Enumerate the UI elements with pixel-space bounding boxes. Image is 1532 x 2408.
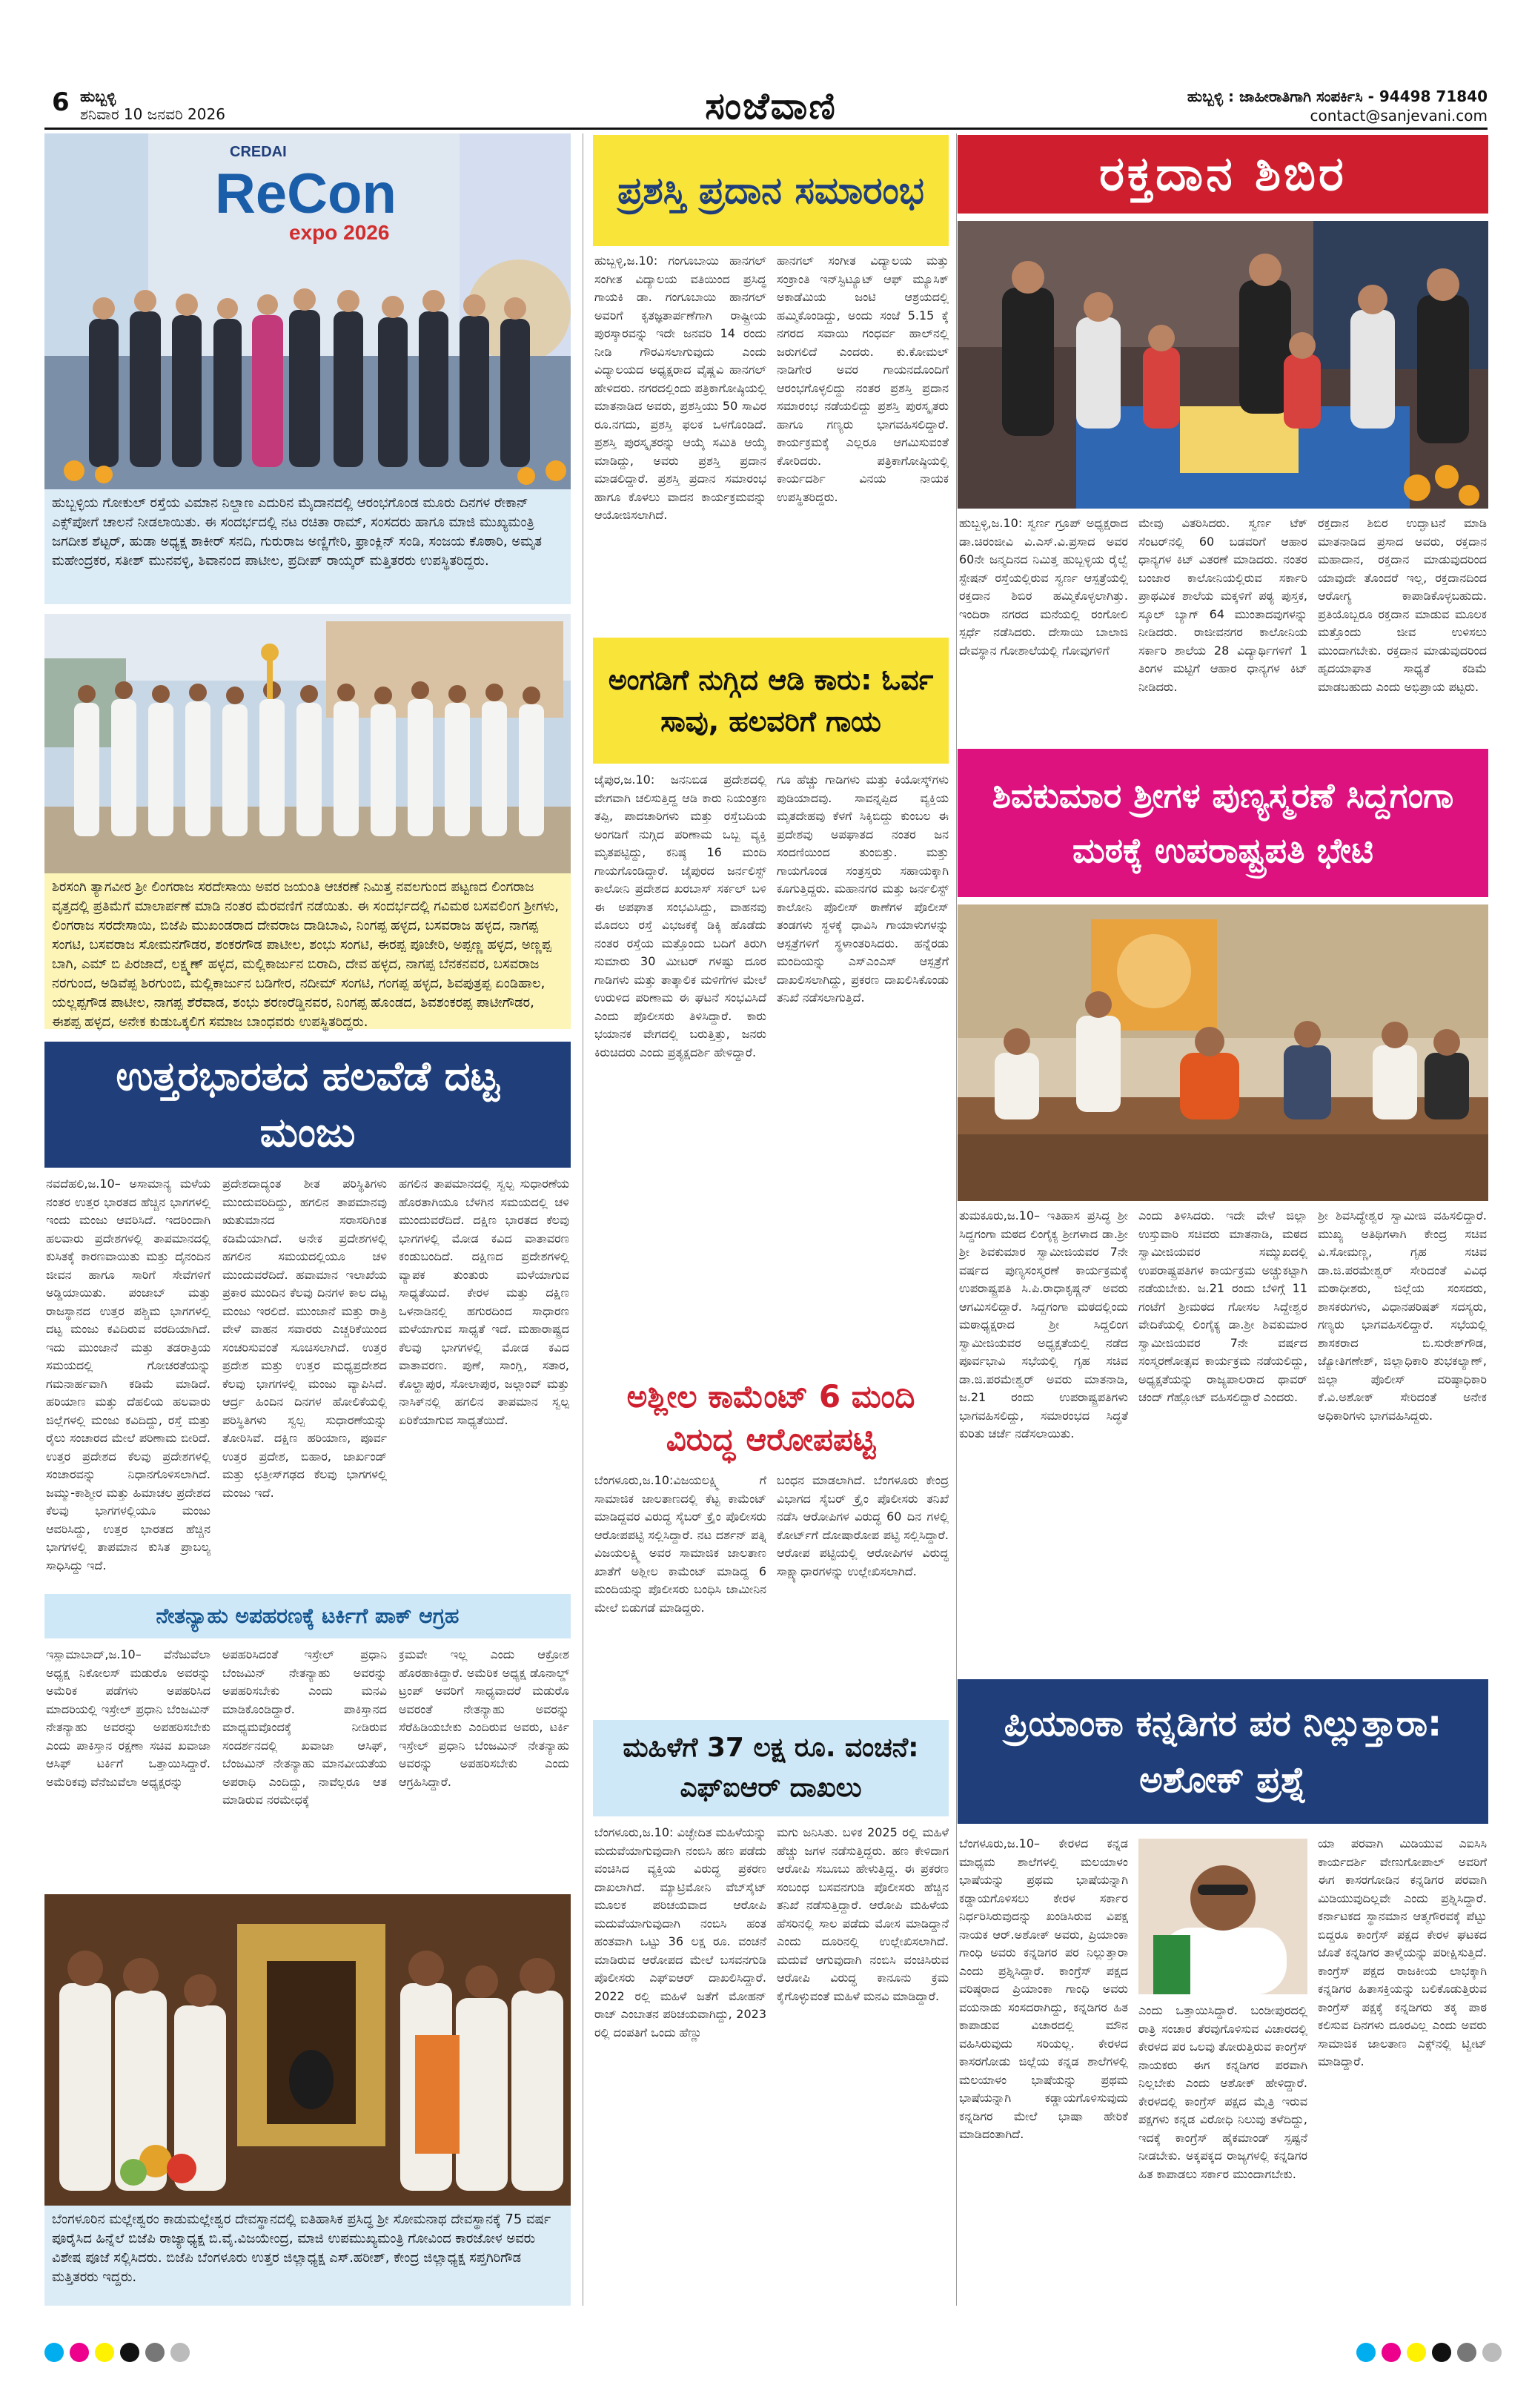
fir-col-1: ಬೆಂಗಳೂರು,ಜ.10:ವಿಜಯಲಕ್ಷ್ಮಿ ಗೆ ಸಾಮಾಜಿಕ ಜಾಲತಾಣದಲ್ಲಿ ಕೆಟ್ಟ ಕಾಮೆಂಟ್ ಮಾಡಿದ್ದವರ ವಿರುದ್ಧ ಸೈಬರ್ ಕ್ರೈಂ ಪೊಲೀಸರು ಆರೋಪಪಟ್ಟಿ ಸಲ್ಲಿಸಿದ್ದಾರೆ. ನಟ ದರ್ಶನ್ ಪತ್ನಿ ವಿಜಯಲಕ್ಷ್ಮಿ ಅವರ ಸಾಮಾಜಿಕ ಜಾಲತಾಣ ಖಾತೆಗೆ ಅಶ್ಲೀಲ ಕಾಮೆಂಟ್ ಮಾಡಿದ್ದ 6 ಮಂದಿಯನ್ನು ಪೊಲೀಸರು ಬಂಧಿಸಿ ಜಾಮೀನಿನ ಮೇಲೆ ಬಿಡುಗಡೆ ಮಾಡಿದ್ದರು. [594,1473,766,1615]
accident-col-1: ಜೈಪುರ,ಜ.10: ಜನನಿಬಿಡ ಪ್ರದೇಶದಲ್ಲಿ ವೇಗವಾಗಿ ಚಲಿಸುತ್ತಿದ್ದ ಆಡಿ ಕಾರು ನಿಯಂತ್ರಣ ತಪ್ಪಿ, ಪಾದಚಾರಿಗಳು ಮತ್ತು ರಸ್ತೆಬದಿಯ ಅಂಗಡಿಗೆ ನುಗ್ಗಿದ ಪರಿಣಾಮ ಒಬ್ಬ ವ್ಯಕ್ತಿ ಮೃತಪಟ್ಟಿದ್ದು, ಕನಿಷ್ಠ 16 ಮಂದಿ ಗಾಯಗೊಂಡಿದ್ದಾರೆ. ಜೈಪುರದ ಜರ್ನಲಿಸ್ಟ್ ಕಾಲೋನಿ ಪ್ರದೇಶದ ಖರಬಾಸ್ ಸರ್ಕಲ್ ಬಳಿ ಈ ಅಪಘಾತ ಸಂಭವಿಸಿದ್ದು, ವಾಹನವು ಮೊದಲು ರಸ್ತೆ ವಿಭಜಕಕ್ಕೆ ಡಿಕ್ಕಿ ಹೊಡೆದು ನಂತರ ರಸ್ತೆಯ ಮತ್ತೊಂದು ಬದಿಗೆ ತಿರುಗಿ ಸುಮಾರು 30 ಮೀಟರ್ ಗಳಷ್ಟು ದೂರ ಗಾಡಿಗಳು ಮತ್ತು ತಾತ್ಕಾಲಿಕ ಮಳಿಗೆಗಳ ಮೇಲೆ ಉರುಳಿದ ಪರಿಣಾಮ ಈ ಘಟನೆ ಸಂಭವಿಸಿದೆ ಎಂದು ಪೊಲೀಸರು ತಿಳಿಸಿದ್ದಾರೆ. ಕಾರು ಭಯಾನಕ ವೇಗದಲ್ಲಿ ಬರುತ್ತಿತ್ತು, ಜನರು ಕಿರುಚಿದರು ಎಂದು ಪ್ರತ್ಯಕ್ಷದರ್ಶಿ ಹೇಳಿದ್ದಾರೆ. [594,773,766,1059]
siddaganga-col-1: ತುಮಕೂರು,ಜ.10– ಇತಿಹಾಸ ಪ್ರಸಿದ್ಧ ಶ್ರೀ ಸಿದ್ದಗಂಗಾ ಮಠದ ಲಿಂಗೈಕ್ಯ ಶ್ರೀಗಳಾದ ಡಾ.ಶ್ರೀ ಶ್ರೀ ಶಿವಕುಮಾರ ಸ್ವಾಮೀಜಿಯವರ 7ನೇ ವರ್ಷದ ಪುಣ್ಯಸಂಸ್ಮರಣೆ ಕಾರ್ಯಕ್ರಮಕ್ಕೆ ಉಪರಾಷ್ಟ್ರಪತಿ ಸಿ.ಪಿ.ರಾಧಾಕೃಷ್ಣನ್ ಅವರು ಆಗಮಿಸಲಿದ್ದಾರೆ. ಸಿದ್ದಗಂಗಾ ಮಠದಲ್ಲಿಂದು ಮಠಾಧ್ಯಕ್ಷರಾದ ಶ್ರೀ ಸಿದ್ದಲಿಂಗ ಸ್ವಾಮೀಜಿಯವರ ಅಧ್ಯಕ್ಷತೆಯಲ್ಲಿ ನಡೆದ ಪೂರ್ವಭಾವಿ ಸಭೆಯಲ್ಲಿ ಗೃಹ ಸಚಿವ ಡಾ.ಜಿ.ಪರಮೇಶ್ವರ್ ಅವರು ಮಾತನಾಡಿ, ಜ.21 ರಂದು ಉಪರಾಷ್ಟ್ರಪತಿಗಳು ಭಾಗವಹಿಸಲಿದ್ದು, ಸಮಾರಂಭದ ಸಿದ್ಧತೆ ಕುರಿತು ಚರ್ಚೆ ನಡೆಸಲಾಯಿತು. [959,1208,1128,1440]
coldwave-col-1: ನವದೆಹಲಿ,ಜ.10– ಅಸಾಮಾನ್ಯ ಮಳೆಯ ನಂತರ ಉತ್ತರ ಭಾರತದ ಹೆಚ್ಚಿನ ಭಾಗಗಳಲ್ಲಿ ಇಂದು ಮಂಜು ಆವರಿಸಿದೆ. ಇದರಿಂದಾಗಿ ಹಲವಾರು ಪ್ರದೇಶಗಳಲ್ಲಿ ತಾಪಮಾನದಲ್ಲಿ ಕುಸಿತಕ್ಕೆ ಕಾರಣವಾಯಿತು ಮತ್ತು ದೈನಂದಿನ ಜೀವನ ಹಾಗೂ ಸಾರಿಗೆ ಸೇವೆಗಳಿಗೆ ಅಡ್ಡಿಯಾಯಿತು. ಪಂಜಾಬ್ ಮತ್ತು ರಾಜಸ್ಥಾನದ ಉತ್ತರ ಪಶ್ಚಿಮ ಭಾಗಗಳಲ್ಲಿ ದಟ್ಟ ಮಂಜು ಕವಿದಿರುವ ವರದಿಯಾಗಿದೆ. ಇದು ಮುಂಜಾನೆ ಮತ್ತು ತಡರಾತ್ರಿಯ ಸಮಯದಲ್ಲಿ ಗೋಚರತೆಯನ್ನು ಗಮನಾರ್ಹವಾಗಿ ಕಡಿಮೆ ಮಾಡಿದೆ. ಹರಿಯಾಣ ಮತ್ತು ದೆಹಲಿಯ ಹಲವಾರು ಜಿಲ್ಲೆಗಳಲ್ಲಿ ಮಂಜು ಕವಿದಿದ್ದು, ರಸ್ತೆ ಮತ್ತು ರೈಲು ಸಂಚಾರದ ಮೇಲೆ ಪರಿಣಾಮ ಬೀರಿದೆ. ಉತ್ತರ ಪ್ರದೇಶದ ಕೆಲವು ಪ್ರದೇಶಗಳಲ್ಲಿ ಸಂಚಾರವನ್ನು ನಿಧಾನಗೊಳಿಸಲಾಗಿದೆ. ಜಮ್ಮು-ಕಾಶ್ಮೀರ ಮತ್ತು ಹಿಮಾಚಲ ಪ್ರದೇಶದ ಕೆಲವು ಭಾಗಗಳಲ್ಲಿಯೂ ಮಂಜು ಆವರಿಸಿದ್ದು, ಉತ್ತರ ಭಾರತದ ಹೆಚ್ಚಿನ ಭಾಗಗಳಲ್ಲಿ ತಾಪಮಾನ ಕುಸಿತ ಪ್ರಾಬಲ್ಯ ಸಾಧಿಸಿದ್ದು ಇದೆ. [46,1177,210,1572]
ad-contact: ಹುಬ್ಬಳ್ಳಿ : ಜಾಹೀರಾತಿಗಾಗಿ ಸಂಪರ್ಕಿಸಿ - 94498 71840 [1187,87,1488,105]
column-divider-2 [956,133,957,2306]
banner-title: ReCon [215,162,397,225]
netanyahu-col-2: ಅಪಹರಿಸಿದಂತೆ ಇಸ್ರೇಲ್ ಪ್ರಧಾನಿ ಬೆಂಜಮಿನ್ ನೇತನ್ಯಾಹು ಅವರನ್ನು ಅಪಹರಿಸಬೇಕು ಎಂದು ಮನವಿ ಮಾಡಿಕೊಂಡಿದ್ದಾರೆ. ಪಾಕಿಸ್ತಾನದ ಮಾಧ್ಯಮವೊಂದಕ್ಕೆ ನೀಡಿರುವ ಸಂದರ್ಶನದಲ್ಲಿ ಖವಾಜಾ ಆಸಿಫ್, ಬೆಂಜಮಿನ್ ನೇತನ್ಯಾಹು ಮಾನವೀಯತೆಯ ಅಪರಾಧಿ ಎಂದಿದ್ದು, ನಾವೆಲ್ಲರೂ ಆತ ಮಾಡಿರುವ ನರಮೇಧಕ್ಕೆ [222,1647,387,1807]
ashok-portrait-photo [1138,1839,1307,1994]
recon-caption: ಹುಬ್ಬಳ್ಳಿಯ ಗೋಕುಲ್ ರಸ್ತೆಯ ವಿಮಾನ ನಿಲ್ದಾಣ ಎದುರಿನ ಮೈದಾನದಲ್ಲಿ ಆರಂಭಗೊಂಡ ಮೂರು ದಿನಗಳ ರೇಕಾನ್ ಎಕ್ಸ್‌ಪೋಗೆ ಚಾಲನೆ ನೀಡಲಾಯಿತು. ಈ ಸಂದರ್ಭದಲ್ಲಿ ನಟ ರಚಿತಾ ರಾಮ್, ಸಂಸದರು ಹಾಗೂ ಮಾಜಿ ಮುಖ್ಯಮಂತ್ರಿ ಜಗದೀಶ ಶೆಟ್ಟರ್, ಹುಡಾ ಅಧ್ಯಕ್ಷ ಶಾಕೀರ್ ಸನದಿ, ಗುರುರಾಜ ಅಣ್ಣಿಗೇರಿ, ಫ್ರಾಂಕ್ಲಿನ್ ಸಂಡಿ, ಸಂಜಯ ಕೊಠಾರಿ, ಅಮೃತ ಮಹೇಂದ್ರಕರ, ಸತೀಶ್ ಮುನವಳ್ಳಿ, ಶಿವಾನಂದ ಪಾಟೀಲ, ಪ್ರದೀಪ್ ರಾಯ್ಕರ್ ಮತ್ತಿತರರು ಉಪಸ್ಥಿತರಿದ್ದರು. [44,489,571,604]
accident-col-2: ಗೂ ಹೆಚ್ಚು ಗಾಡಿಗಳು ಮತ್ತು ಕಿಯೋಸ್ಕ್‌ಗಳು ಪುಡಿಯಾದವು. ಸಾವನ್ನಪ್ಪಿದ ವ್ಯಕ್ತಿಯ ಮೃತದೇಹವು ಕೆಳಗೆ ಸಿಕ್ಕಿಬಿದ್ದು ಕುಂಬಲ ಈ ಪ್ರದೇಶವು ಅಪಘಾತದ ನಂತರ ಜನ ಸಂದಣಿಯಿಂದ ತುಂಬಿತ್ತು. ಮತ್ತು ಗಾಯಗೊಂಡ ಸಂತ್ರಸ್ತರು ಸಹಾಯಕ್ಕಾಗಿ ಕೂಗುತ್ತಿದ್ದರು. ಮಹಾನಗರ ಮತ್ತು ಜರ್ನಲಿಸ್ಟ್ ಕಾಲೋನಿ ಪೊಲೀಸ್ ಠಾಣೆಗಳ ಪೊಲೀಸ್ ತಂಡಗಳು ಸ್ಥಳಕ್ಕೆ ಧಾವಿಸಿ ಗಾಯಾಳುಗಳನ್ನು ಆಸ್ಪತ್ರೆಗಳಿಗೆ ಸ್ಥಳಾಂತರಿಸಿದರು. ಹನ್ನೆರಡು ಮಂದಿಯನ್ನು ಎಸ್‌ಎಂಎಸ್ ಆಸ್ಪತ್ರೆಗೆ ದಾಖಲಿಸಲಾಗಿದ್ದು, ಪ್ರಕರಣ ದಾಖಲಿಸಿಕೊಂಡು ತನಿಖೆ ನಡೆಸಲಾಗುತ್ತಿದೆ. [777,773,949,1005]
fraud-col-2: ಮಗು ಜನಿಸಿತು. ಬಳಿಕ 2025 ರಲ್ಲಿ ಮಹಿಳೆ ಹೆಚ್ಚು ಜಗಳ ನಡೆಸುತ್ತಿದ್ದರು. ಹಣ ಕೇಳಿದಾಗ ಆರೋಪಿ ಸಬೂಬು ಹೇಳುತ್ತಿದ್ದ. ಈ ಪ್ರಕರಣ ಸಂಬಂಧ ಬಸವನಗುಡಿ ಪೊಲೀಸರು ಹೆಚ್ಚಿನ ತನಿಖೆ ನಡೆಸುತ್ತಿದ್ದಾರೆ. ಆರೋಪಿ ಮಹಿಳೆಯ ಹೆಸರಿನಲ್ಲಿ ಸಾಲ ಪಡೆದು ಮೋಸ ಮಾಡಿದ್ದಾನೆ ಎಂದು ದೂರಿನಲ್ಲಿ ಉಲ್ಲೇಖಿಸಲಾಗಿದೆ. ಮದುವೆ ಆಗುವುದಾಗಿ ನಂಬಿಸಿ ವಂಚಿಸಿರುವ ಆರೋಪಿ ವಿರುದ್ಧ ಕಾನೂನು ಕ್ರಮ ಕೈಗೊಳ್ಳುವಂತೆ ಮಹಿಳೆ ಮನವಿ ಮಾಡಿದ್ದಾರೆ. [777,1825,949,2003]
header-divider [44,128,1488,130]
netanyahu-col-3: ಕ್ರಮವೇ ಇಲ್ಲ ಎಂದು ಆಕ್ರೋಶ ಹೊರಹಾಕಿದ್ದಾರೆ. ಅಮೆರಿಕ ಅಧ್ಯಕ್ಷ ಡೊನಾಲ್ಡ್ ಟ್ರಂಪ್ ಅವರಿಗೆ ಸಾಧ್ಯವಾದರೆ ಮಡುರೊ ಅವರಂತೆ ನೇತನ್ಯಾಹು ಅವರನ್ನು ಸೆರೆಹಿಡಿಯಬೇಕು ಎಂದಿರುವ ಅವರು, ಟರ್ಕಿ ಇಸ್ರೇಲ್ ಪ್ರಧಾನಿ ಬೆಂಜಮಿನ್ ನೇತನ್ಯಾಹು ಅವರನ್ನು ಅಪಹರಿಸಬೇಕು ಎಂದು ಆಗ್ರಹಿಸಿದ್ದಾರೆ. [399,1647,569,1789]
priyanka-headline: ಪ್ರಿಯಾಂಕಾ ಕನ್ನಡಿಗರ ಪರ ನಿಲ್ಲುತ್ತಾರಾ: ಅಶೋಕ್ ಪ್ರಶ್ನೆ [958,1679,1488,1824]
siddaganga-col-2: ಎಂದು ತಿಳಿಸಿದರು. ಇದೇ ವೇಳೆ ಜಿಲ್ಲಾ ಉಸ್ತುವಾರಿ ಸಚಿವರು ಮಾತನಾಡಿ, ಮಠದ ಸ್ವಾಮೀಜಿಯವರ ಸಮ್ಮುಖದಲ್ಲಿ ಉಪರಾಷ್ಟ್ರಪತಿಗಳ ಕಾರ್ಯಕ್ರಮ ಅಚ್ಚುಕಟ್ಟಾಗಿ ನಡೆಯಬೇಕು. ಜ.21 ರಂದು ಬೆಳಿಗ್ಗೆ 11 ಗಂಟೆಗೆ ಶ್ರೀಮಠದ ಗೋಸಲ ಸಿದ್ದೇಶ್ವರ ವೇದಿಕೆಯಲ್ಲಿ ಲಿಂಗೈಕ್ಯ ಡಾ.ಶ್ರೀ ಶಿವಕುಮಾರ ಸ್ವಾಮೀಜಿಯವರ 7ನೇ ವರ್ಷದ ಸಂಸ್ಮರಣೋತ್ಸವ ಕಾರ್ಯಕ್ರಮ ನಡೆಯಲಿದ್ದು, ಅಧ್ಯಕ್ಷತೆಯನ್ನು ರಾಜ್ಯಪಾಲರಾದ ಥಾವರ್ ಚಂದ್ ಗೆಹ್ಲೋಟ್ ವಹಿಸಲಿದ್ದಾರೆ ಎಂದರು. [1138,1208,1307,1404]
netanyahu-col-1: ಇಸ್ಲಾಮಾಬಾದ್,ಜ.10– ವೆನೆಜುವೆಲಾ ಅಧ್ಯಕ್ಷ ನಿಕೋಲಸ್ ಮಡುರೊ ಅವರನ್ನು ಅಮೆರಿಕ ಪಡೆಗಳು ಅಪಹರಿಸಿದ ಮಾದರಿಯಲ್ಲಿ ಇಸ್ರೇಲ್ ಪ್ರಧಾನಿ ಬೆಂಜಮಿನ್ ನೇತನ್ಯಾಹು ಅವರನ್ನು ಅಪಹರಿಸಬೇಕು ಎಂದು ಪಾಕಿಸ್ತಾನ ರಕ್ಷಣಾ ಸಚಿವ ಖವಾಜಾ ಆಸಿಫ್ ಟರ್ಕಿಗೆ ಒತ್ತಾಯಿಸಿದ್ದಾರೆ. ಅಮೆರಿಕವು ವೆನೆಜುವೆಲಾ ಅಧ್ಯಕ್ಷರನ್ನು [46,1647,210,1789]
coldwave-col-3: ಹಗಲಿನ ತಾಪಮಾನದಲ್ಲಿ ಸ್ವಲ್ಪ ಸುಧಾರಣೆಯ ಹೊರತಾಗಿಯೂ ಬೆಳಗಿನ ಸಮಯದಲ್ಲಿ ಚಳಿ ಮುಂದುವರೆದಿದೆ. ದಕ್ಷಿಣ ಭಾರತದ ಕೆಲವು ಭಾಗಗಳಲ್ಲಿ ಮೋಡ ಕವಿದ ವಾತಾವರಣ ಕಂಡುಬಂದಿದೆ. ದಕ್ಷಿಣದ ಪ್ರದೇಶಗಳಲ್ಲಿ ವ್ಯಾಪಕ ತುಂತುರು ಮಳೆಯಾಗುವ ಸಾಧ್ಯತೆಯಿದೆ. ಕೇರಳ ಮತ್ತು ದಕ್ಷಿಣ ಒಳನಾಡಿನಲ್ಲಿ ಹಗುರದಿಂದ ಸಾಧಾರಣ ಮಳೆಯಾಗುವ ಸಾಧ್ಯತೆ ಇದೆ. ಮಹಾರಾಷ್ಟ್ರದ ಕೆಲವು ಭಾಗಗಳಲ್ಲಿ ಮೋಡ ಕವಿದ ವಾತಾವರಣ. ಪುಣೆ, ಸಾಂಗ್ಲಿ, ಸತಾರ, ಕೊಲ್ಹಾಪುರ, ಸೋಲಾಪುರ, ಜಲ್ಗಾಂವ್ ಮತ್ತು ನಾಸಿಕ್‌ನಲ್ಲಿ ಹಗಲಿನ ತಾಪಮಾನ ಸ್ವಲ್ಪ ಏರಿಕೆಯಾಗುವ ಸಾಧ್ಯತೆಯಿದೆ. [399,1177,569,1427]
blood-col-3: ರಕ್ತದಾನ ಶಿಬಿರ ಉದ್ಘಾಟನೆ ಮಾಡಿ ಮಾತನಾಡಿದ ಪ್ರಸಾದ ಅವರು, ರಕ್ತದಾನ ಮಹಾದಾನ, ರಕ್ತದಾನ ಮಾಡುವುದರಿಂದ ಯಾವುದೇ ತೊಂದರೆ ಇಲ್ಲ, ರಕ್ತದಾನದಿಂದ ಆರೋಗ್ಯ ಕಾಪಾಡಿಕೊಳ್ಳಬಹುದು. ಪ್ರತಿಯೊಬ್ಬರೂ ರಕ್ತದಾನ ಮಾಡುವ ಮೂಲಕ ಮತ್ತೊಂದು ಜೀವ ಉಳಿಸಲು ಮುಂದಾಗಬೇಕು. ರಕ್ತದಾನ ಮಾಡುವುದರಿಂದ ಹೃದಯಾಘಾತ ಸಾಧ್ಯತೆ ಕಡಿಮೆ ಮಾಡಬಹುದು ಎಂದು ಅಭಿಪ್ರಾಯ ಪಟ್ಟರು. [1318,516,1487,694]
header-date: ಶನಿವಾರ 10 ಜನವರಿ 2026 [80,105,225,123]
siddaganga-headline: ಶಿವಕುಮಾರ ಶ್ರೀಗಳ ಪುಣ್ಯಸ್ಮರಣೆ ಸಿದ್ದಗಂಗಾ ಮಠಕ್ಕೆ ಉಪರಾಷ್ಟ್ರಪತಿ ಭೇಟಿ [958,749,1488,897]
award-headline: ಪ್ರಶಸ್ತಿ ಪ್ರದಾನ ಸಮಾರಂಭ [593,135,949,246]
siddaganga-meeting-photo [958,904,1488,1201]
temple-puja-photo [44,1894,571,2206]
recon-expo-photo [44,133,571,489]
priyanka-col-1: ಬೆಂಗಳೂರು,ಜ.10– ಕೇರಳದ ಕನ್ನಡ ಮಾಧ್ಯಮ ಶಾಲೆಗಳಲ್ಲಿ ಮಲಯಾಳಂ ಭಾಷೆಯನ್ನು ಪ್ರಥಮ ಭಾಷೆಯನ್ನಾಗಿ ಕಡ್ಡಾಯಗೊಳಿಸಲು ಕೇರಳ ಸರ್ಕಾರ ನಿರ್ಧರಿಸಿರುವುದನ್ನು ಖಂಡಿಸಿರುವ ವಿಪಕ್ಷ ನಾಯಕ ಆರ್.ಅಶೋಕ್ ಅವರು, ಪ್ರಿಯಾಂಕಾ ಗಾಂಧಿ ಅವರು ಕನ್ನಡಿಗರ ಪರ ನಿಲ್ಲುತ್ತಾರಾ ಎಂದು ಪ್ರಶ್ನಿಸಿದ್ದಾರೆ. ಕಾಂಗ್ರೆಸ್ ಪಕ್ಷದ ವರಿಷ್ಠರಾದ ಪ್ರಿಯಾಂಕಾ ಗಾಂಧಿ ಅವರು ವಯನಾಡು ಸಂಸದರಾಗಿದ್ದು, ಕನ್ನಡಿಗರ ಹಿತ ಕಾಪಾಡುವ ವಿಚಾರದಲ್ಲಿ ಮೌನ ವಹಿಸಿರುವುದು ಸರಿಯಲ್ಲ. ಕೇರಳದ ಕಾಸರಗೋಡು ಜಿಲ್ಲೆಯ ಕನ್ನಡ ಶಾಲೆಗಳಲ್ಲಿ ಮಲಯಾಳಂ ಭಾಷೆಯನ್ನು ಪ್ರಥಮ ಭಾಷೆಯನ್ನಾಗಿ ಕಡ್ಡಾಯಗೊಳಿಸುವುದು ಕನ್ನಡಿಗರ ಮೇಲೆ ಭಾಷಾ ಹೇರಿಕೆ ಮಾಡಿದಂತಾಗಿದೆ. [959,1836,1128,2141]
blood-col-2: ಮೇವು ವಿತರಿಸಿದರು. ಸ್ವರ್ಣ ಟೆಕ್ ಸೆಂಟರ್‌ನಲ್ಲಿ 60 ಬಡವರಿಗೆ ಆಹಾರ ಧಾನ್ಯಗಳ ಕಿಟ್ ವಿತರಣೆ ಮಾಡಿದರು. ನಂತರ ಬಂಜಾರ ಕಾಲೋನಿಯಲ್ಲಿರುವ ಸರ್ಕಾರಿ ಪ್ರಾಥಮಿಕ ಶಾಲೆಯ ಮಕ್ಕಳಿಗೆ ಪಠ್ಯ ಪುಸ್ತಕ, ಸ್ಕೂಲ್ ಬ್ಯಾಗ್ 64 ಮುಂತಾದವುಗಳನ್ನು ನೀಡಿದರು. ರಾಜೀವನಗರ ಕಾಲೋನಿಯ ಸರ್ಕಾರಿ ಶಾಲೆಯ 28 ವಿದ್ಯಾರ್ಥಿಗಳಿಗೆ 1 ತಿಂಗಳ ಮಟ್ಟಿಗೆ ಆಹಾರ ಧಾನ್ಯಗಳ ಕಿಟ್ ನೀಡಿದರು. [1138,516,1307,694]
page-number: 6 [52,87,70,117]
netanyahu-headline: ನೇತನ್ಯಾಹು ಅಪಹರಣಕ್ಕೆ ಟರ್ಕಿಗೆ ಪಾಕ್ ಆಗ್ರಹ [44,1594,571,1638]
fraud-headline: ಮಹಿಳೆಗೆ 37 ಲಕ್ಷ ರೂ. ವಂಚನೆ: ಎಫ್‌ಐಆರ್ ದಾಖಲು [593,1720,949,1816]
contact-email[interactable]: contact@sanjevani.com [1310,107,1488,125]
banner-subtitle: expo 2026 [289,221,390,244]
fir-col-2: ಬಂಧನ ಮಾಡಲಾಗಿದೆ. ಬೆಂಗಳೂರು ಕೇಂದ್ರ ವಿಭಾಗದ ಸೈಬರ್ ಕ್ರೈಂ ಪೊಲೀಸರು ತನಿಖೆ ನಡೆಸಿ ಆರೋಪಿಗಳ ವಿರುದ್ಧ 60 ದಿನ ಗಳಲ್ಲಿ ಕೋರ್ಟ್‌ಗೆ ದೋಷಾರೋಪ ಪಟ್ಟಿ ಸಲ್ಲಿಸಿದ್ದಾರೆ. ಆರೋಪ ಪಟ್ಟಿಯಲ್ಲಿ ಆರೋಪಿಗಳ ವಿರುದ್ಧ ಸಾಕ್ಷ್ಯಾಧಾರಗಳನ್ನು ಉಲ್ಲೇಖಿಸಲಾಗಿದೆ. [777,1473,949,1578]
blood-headline: ರಕ್ತದಾನ ಶಿಬಿರ [958,135,1488,214]
procession-photo [44,614,571,873]
temple-puja-caption: ಬೆಂಗಳೂರಿನ ಮಲ್ಲೇಶ್ವರಂ ಕಾಡುಮಲ್ಲೇಶ್ವರ ದೇವಸ್ಥಾನದಲ್ಲಿ ಐತಿಹಾಸಿಕ ಪ್ರಸಿದ್ಧ ಶ್ರೀ ಸೋಮನಾಥ ದೇವಸ್ಥಾನಕ್ಕೆ 75 ವರ್ಷ ಪೂರೈಸಿದ ಹಿನ್ನೆಲೆ ಬಿಜೆಪಿ ರಾಜ್ಯಾಧ್ಯಕ್ಷ ಬಿ.ವೈ.ವಿಜಯೇಂದ್ರ, ಮಾಜಿ ಉಪಮುಖ್ಯಮಂತ್ರಿ ಗೋವಿಂದ ಕಾರಜೋಳ ಅವರು ವಿಶೇಷ ಪೂಜೆ ಸಲ್ಲಿಸಿದರು. ಬಿಜೆಪಿ ಬೆಂಗಳೂರು ಉತ್ತರ ಜಿಲ್ಲಾಧ್ಯಕ್ಷ ಎಸ್.ಹರೀಶ್, ಕೇಂದ್ರ ಜಿಲ್ಲಾಧ್ಯಕ್ಷ ಸಪ್ತಗಿರಿಗೌಡ ಮತ್ತಿತರರು ಇದ್ದರು. [44,2206,571,2306]
header-city: ಹುಬ್ಬಳ್ಳಿ [80,87,116,105]
masthead-logo: ಸಂಜೆವಾಣಿ [705,84,837,128]
coldwave-col-2: ಪ್ರದೇಶದಾದ್ಯಂತ ಶೀತ ಪರಿಸ್ಥಿತಿಗಳು ಮುಂದುವರಿದಿದ್ದು, ಹಗಲಿನ ತಾಪಮಾನವು ಋತುಮಾನದ ಸರಾಸರಿಗಿಂತ ಕಡಿಮೆಯಾಗಿದೆ. ಅನೇಕ ಪ್ರದೇಶಗಳಲ್ಲಿ ಹಗಲಿನ ಸಮಯದಲ್ಲಿಯೂ ಚಳಿ ಮುಂದುವರೆದಿದೆ. ಹವಾಮಾನ ಇಲಾಖೆಯ ಪ್ರಕಾರ ಮುಂದಿನ ಕೆಲವು ದಿನಗಳ ಕಾಲ ದಟ್ಟ ಮಂಜು ಇರಲಿದೆ. ಮುಂಜಾನೆ ಮತ್ತು ರಾತ್ರಿ ವೇಳೆ ವಾಹನ ಸವಾರರು ಎಚ್ಚರಿಕೆಯಿಂದ ಸಂಚರಿಸುವಂತೆ ಸೂಚಿಸಲಾಗಿದೆ. ಉತ್ತರ ಪ್ರದೇಶ ಮತ್ತು ಉತ್ತರ ಮಧ್ಯಪ್ರದೇಶದ ಕೆಲವು ಭಾಗಗಳಲ್ಲಿ ಮಂಜು ವ್ಯಾಪಿಸಿದೆ. ಆರ್ದ್ರ ಹಿಂದಿನ ದಿನಗಳ ಹೋಲಿಕೆಯಲ್ಲಿ ಪರಿಸ್ಥಿತಿಗಳು ಸ್ವಲ್ಪ ಸುಧಾರಣೆಯನ್ನು ತೋರಿಸಿವೆ. ದಕ್ಷಿಣ ಹರಿಯಾಣ, ಪೂರ್ವ ಉತ್ತರ ಪ್ರದೇಶ, ಬಿಹಾರ, ಜಾರ್ಖಂಡ್ ಮತ್ತು ಛತ್ತೀಸ್‌ಗಢದ ಕೆಲವು ಭಾಗಗಳಲ್ಲಿ ಮಂಜು ಇದೆ. [222,1177,387,1500]
priyanka-col-3: ಯಾ ಪರವಾಗಿ ಮಿಡಿಯುವ ಎಐಸಿಸಿ ಕಾರ್ಯದರ್ಶಿ ವೇಣುಗೋಪಾಲ್ ಅವರಿಗೆ ಈಗ ಕಾಸರಗೋಡಿನ ಕನ್ನಡಿಗರ ಪರವಾಗಿ ಮಿಡಿಯುವುದಿಲ್ಲವೇ ಎಂದು ಪ್ರಶ್ನಿಸಿದ್ದಾರೆ. ಕರ್ನಾಟಕದ ಸ್ಥಾನಮಾನ ಆತ್ಮಗೌರವಕ್ಕೆ ಪೆಟ್ಟು ಬಿದ್ದರೂ ಕಾಂಗ್ರೆಸ್ ಪಕ್ಷದ ಕೇರಳ ಘಟಕದ ಜೊತೆ ಕನ್ನಡಿಗರ ತಾಳ್ಮೆಯನ್ನು ಪರೀಕ್ಷಿಸುತ್ತಿದೆ. ಕಾಂಗ್ರೆಸ್ ಪಕ್ಷದ ರಾಜಕೀಯ ಲಾಭಕ್ಕಾಗಿ ಕನ್ನಡಿಗರ ಹಿತಾಸಕ್ತಿಯನ್ನು ಬಲಿಕೊಡುತ್ತಿರುವ ಕಾಂಗ್ರೆಸ್ ಪಕ್ಷಕ್ಕೆ ಕನ್ನಡಿಗರು ತಕ್ಕ ಪಾಠ ಕಲಿಸುವ ದಿನಗಳು ದೂರವಿಲ್ಲ ಎಂದು ಅವರು ಸಾಮಾಜಿಕ ಜಾಲತಾಣ ಎಕ್ಸ್‌ನಲ್ಲಿ ಟ್ವೀಟ್ ಮಾಡಿದ್ದಾರೆ. [1318,1836,1487,2068]
procession-caption: ಶಿರಸಂಗಿ ತ್ಯಾಗವೀರ ಶ್ರೀ ಲಿಂಗರಾಜ ಸರದೇಸಾಯಿ ಅವರ ಜಯಂತಿ ಆಚರಣೆ ನಿಮಿತ್ತ ನವಲಗುಂದ ಪಟ್ಟಣದ ಲಿಂಗರಾಜ ವೃತ್ತದಲ್ಲಿ ಪ್ರತಿಮೆಗೆ ಮಾಲಾರ್ಪಣೆ ಮಾಡಿ ನಂತರ ಮೆರವಣಿಗೆ ನಡೆಯಿತು. ಈ ಸಂದರ್ಭದಲ್ಲಿ ಗವಿಮಠ ಬಸವಲಿಂಗ ಶ್ರೀಗಳು, ಲಿಂಗರಾಜ ಸರದೇಸಾಯಿ, ಬಿಜೆಪಿ ಮುಖಂಡರಾದ ದೇವರಾಜ ದಾಡಿಬಾವಿ, ನಿಂಗಪ್ಪ ಹಳ್ಳದ, ಬಸವರಾಜ ಹಳ್ಳದ, ನಾಗಪ್ಪ ಸಂಗಟಿ, ಬಸವರಾಜ ಸೋಮನಗೌಡರ, ಶಂಕರಗೌಡ ಪಾಟೀಲ, ಶಂಭು ಸಂಗಟಿ, ಈರಪ್ಪ ಪೂಜೇರಿ, ಅಪ್ಪಣ್ಣ ಹಳ್ಳದ, ಅಣ್ಣಪ್ಪ ಬಾಗಿ, ಎಮ್ ಬಿ ಪಿರಜಾದೆ, ಲಕ್ಷ್ಮಣ್ ಹಳ್ಳದ, ಮಲ್ಲಿಕಾರ್ಜುನ ಬಿರಾದಿ, ದೇವ ಹಳ್ಳದ, ನಾಗಪ್ಪ ಬೆನಕನವರ, ಬಸವರಾಜ ನರಗುಂದ, ಅಡಿವೆಪ್ಪ ಶಿರಗುಂಬಿ, ಮಲ್ಲಿಕಾರ್ಜುನ ಬಡಿಗೇರ, ನದೀಮ್ ಸಂಗಟಿ, ಗಂಗಪ್ಪ ಹಳ್ಳದ, ಶಿವಪುತ್ರಪ್ಪ ಏಂಡಿಹಾಲ, ಯಲ್ಲಪ್ಪಗೌಡ ಪಾಟೀಲ, ನಾಗಪ್ಪ ಶೆರೆವಾಡ, ಶಂಭು ಶರಣರೆಡ್ಡಿನವರ, ನಿಂಗಪ್ಪ ಹೊಂಡದ, ಶಿವಶಂಕರಪ್ಪ ಪಾಟೀಗೌಡರ, ಈಶಪ್ಪ ಹಳ್ಳದ, ಅನೇಕ ಕುಡುಒಕ್ಕಲಿಗ ಸಮಾಜ ಬಾಂಧವರು ಉಪಸ್ಥಿತರಿದ್ದರು. [44,873,571,1029]
banner-brand: CREDAI [230,144,287,160]
award-col-1: ಹುಬ್ಬಳ್ಳಿ,ಜ.10: ಗಂಗೂಬಾಯಿ ಹಾನಗಲ್ ಸಂಗೀತ ವಿದ್ಯಾಲಯ ವತಿಯಿಂದ ಪ್ರಸಿದ್ಧ ಗಾಯಕಿ ಡಾ. ಗಂಗೂಬಾಯಿ ಹಾನಗಲ್ ಅವರಿಗೆ ಕೃತಜ್ಞತಾರ್ಪಣೆಗಾಗಿ ರಾಷ್ಟ್ರೀಯ ಪುರಸ್ಕಾರವನ್ನು ಇದೇ ಜನವರಿ 14 ರಂದು ನೀಡಿ ಗೌರವಿಸಲಾಗುವುದು ಎಂದು ವಿದ್ಯಾಲಯದ ಅಧ್ಯಕ್ಷರಾದ ವೈಷ್ಣವಿ ಹಾನಗಲ್ ಹೇಳಿದರು. ನಗರದಲ್ಲಿಂದು ಪತ್ರಿಕಾಗೋಷ್ಠಿಯಲ್ಲಿ ಮಾತನಾಡಿದ ಅವರು, ಪ್ರಶಸ್ತಿಯು 50 ಸಾವಿರ ರೂ.ನಗದು, ಪ್ರಶಸ್ತಿ ಫಲಕ ಒಳಗೊಂಡಿದೆ. ಪ್ರಶಸ್ತಿ ಪುರಸ್ಕೃತರನ್ನು ಆಯ್ಕೆ ಸಮಿತಿ ಆಯ್ಕೆ ಮಾಡಿದ್ದು, ಅವರು ಪ್ರಶಸ್ತಿ ಪ್ರದಾನ ಮಾಡಲಿದ್ದಾರೆ. ಪ್ರಶಸ್ತಿ ಪ್ರದಾನ ಸಮಾರಂಭ ಹಾಗೂ ಕೊಳಲು ವಾದನ ಕಾರ್ಯಕ್ರಮವನ್ನು ಆಯೋಜಿಸಲಾಗಿದೆ. [594,254,766,522]
blood-col-1: ಹುಬ್ಬಳ್ಳಿ,ಜ.10: ಸ್ವರ್ಣ ಗ್ರೂಪ್ ಅಧ್ಯಕ್ಷರಾದ ಡಾ.ಚಿರಂಜೀವಿ ವಿ.ಎಸ್.ವಿ.ಪ್ರಸಾದ ಅವರ 60ನೇ ಜನ್ಮದಿನದ ನಿಮಿತ್ತ ಹುಬ್ಬಳ್ಳಿಯ ರೈಲ್ವೆ ಸ್ಟೇಷನ್ ರಸ್ತೆಯಲ್ಲಿರುವ ಸ್ವರ್ಣ ಆಸ್ಪತ್ರೆಯಲ್ಲಿ ರಕ್ತದಾನ ಶಿಬಿರ ಹಮ್ಮಿಕೊಳ್ಳಲಾಗಿತ್ತು. ಇಂದಿರಾ ನಗರದ ಮನೆಯಲ್ಲಿ ರಂಗೋಲಿ ಸ್ಪರ್ಧೆ ನಡೆಸಿದರು. ದೇಸಾಯಿ ಬಾಲಾಜಿ ದೇವಸ್ಥಾನ ಗೋಶಾಲೆಯಲ್ಲಿ ಗೋವುಗಳಿಗೆ [959,516,1128,658]
siddaganga-col-3: ಶ್ರೀ ಶಿವಸಿದ್ಧೇಶ್ವರ ಸ್ವಾಮೀಜಿ ವಹಿಸಲಿದ್ದಾರೆ. ಮುಖ್ಯ ಅತಿಥಿಗಳಾಗಿ ಕೇಂದ್ರ ಸಚಿವ ವಿ.ಸೋಮಣ್ಣ, ಗೃಹ ಸಚಿವ ಡಾ.ಜಿ.ಪರಮೇಶ್ವರ್ ಸೇರಿದಂತೆ ವಿವಿಧ ಮಠಾಧೀಶರು, ಜಿಲ್ಲೆಯ ಸಂಸದರು, ಶಾಸಕರುಗಳು, ವಿಧಾನಪರಿಷತ್ ಸದಸ್ಯರು, ಗಣ್ಯರು ಭಾಗವಹಿಸಲಿದ್ದಾರೆ. ಸಭೆಯಲ್ಲಿ ಶಾಸಕರಾದ ಬಿ.ಸುರೇಶ್‌ಗೌಡ, ಜ್ಯೋತಿಗಣೇಶ್, ಜಿಲ್ಲಾಧಿಕಾರಿ ಶುಭಕಲ್ಯಾಣ್, ಜಿಲ್ಲಾ ಪೊಲೀಸ್ ವರಿಷ್ಠಾಧಿಕಾರಿ ಕೆ.ವಿ.ಅಶೋಕ್ ಸೇರಿದಂತೆ ಅನೇಕ ಅಧಿಕಾರಿಗಳು ಭಾಗವಹಿಸಿದ್ದರು. [1318,1208,1487,1423]
priyanka-col-2: ಎಂದು ಒತ್ತಾಯಿಸಿದ್ದಾರೆ. ಬಂಡೀಪುರದಲ್ಲಿ ರಾತ್ರಿ ಸಂಚಾರ ತೆರವುಗೊಳಿಸುವ ವಿಚಾರದಲ್ಲಿ ಕೇರಳದ ಪರ ಒಲವು ತೋರುತ್ತಿರುವ ಕಾಂಗ್ರೆಸ್ ನಾಯಕರು ಈಗ ಕನ್ನಡಿಗರ ಪರವಾಗಿ ನಿಲ್ಲಬೇಕು ಎಂದು ಅಶೋಕ್ ಹೇಳಿದ್ದಾರೆ. ಕೇರಳದಲ್ಲಿ ಕಾಂಗ್ರೆಸ್ ಪಕ್ಷದ ಮೈತ್ರಿ ಇರುವ ಪಕ್ಷಗಳು ಕನ್ನಡ ವಿರೋಧಿ ನಿಲುವು ತಳೆದಿದ್ದು, ಇದಕ್ಕೆ ಕಾಂಗ್ರೆಸ್ ಹೈಕಮಾಂಡ್ ಸ್ಪಷ್ಟನೆ ನೀಡಬೇಕು. ಅಕ್ಕಪಕ್ಕದ ರಾಜ್ಯಗಳಲ್ಲಿ ಕನ್ನಡಿಗರ ಹಿತ ಕಾಪಾಡಲು ಸರ್ಕಾರ ಮುಂದಾಗಬೇಕು. [1138,2003,1307,2181]
accident-headline: ಅಂಗಡಿಗೆ ನುಗ್ಗಿದ ಆಡಿ ಕಾರು: ಓರ್ವ ಸಾವು, ಹಲವರಿಗೆ ಗಾಯ [593,638,949,764]
blood-camp-photo [958,221,1488,509]
fir-headline: ಅಶ್ಲೀಲ ಕಾಮೆಂಟ್ 6 ಮಂದಿ ವಿರುದ್ಧ ಆರೋಪಪಟ್ಟಿ [593,1368,949,1468]
award-col-2: ಹಾನಗಲ್ ಸಂಗೀತ ವಿದ್ಯಾಲಯ ಮತ್ತು ಸಂಕ್ರಾಂತಿ ಇನ್‌ಸ್ಟಿಟ್ಯೂಟ್ ಆಫ್ ಮ್ಯೂಸಿಕ್ ಅಕಾಡೆಮಿಯ ಜಂಟಿ ಆಶ್ರಯದಲ್ಲಿ ಹಮ್ಮಿಕೊಂಡಿದ್ದು, ಅಂದು ಸಂಜೆ 5.15 ಕ್ಕೆ ನಗರದ ಸವಾಯಿ ಗಂಧರ್ವ ಹಾಲ್‌ನಲ್ಲಿ ಜರುಗಲಿದೆ ಎಂದರು. ಕು.ಕೋಮಲ್ ನಾಡಿಗೇರ ಅವರ ಗಾಯನದೊಂದಿಗೆ ಆರಂಭಗೊಳ್ಳಲಿದ್ದು ನಂತರ ಪ್ರಶಸ್ತಿ ಪ್ರದಾನ ಸಮಾರಂಭ ನಡೆಯಲಿದ್ದು ಪ್ರಶಸ್ತಿ ಪುರಸ್ಕೃತರು ಹಾಗೂ ಗಣ್ಯರು ಭಾಗವಹಿಸಲಿದ್ದಾರೆ. ಕಾರ್ಯಕ್ರಮಕ್ಕೆ ಎಲ್ಲರೂ ಆಗಮಿಸುವಂತೆ ಕೋರಿದರು. ಪತ್ರಿಕಾಗೋಷ್ಠಿಯಲ್ಲಿ ಕಾರ್ಯದರ್ಶಿ ವಿನಯ ನಾಯಕ ಉಪಸ್ಥಿತರಿದ್ದರು. [777,254,949,504]
coldwave-headline: ಉತ್ತರಭಾರತದ ಹಲವೆಡೆ ದಟ್ಟ ಮಂಜು [44,1042,571,1168]
fraud-col-1: ಬೆಂಗಳೂರು,ಜ.10: ವಿಚ್ಛೇದಿತ ಮಹಿಳೆಯನ್ನು ಮದುವೆಯಾಗುವುದಾಗಿ ನಂಬಿಸಿ ಹಣ ಪಡೆದು ವಂಚಿಸಿದ ವ್ಯಕ್ತಿಯ ವಿರುದ್ಧ ಪ್ರಕರಣ ದಾಖಲಾಗಿದೆ. ಮ್ಯಾಟ್ರಿಮೋನಿ ವೆಬ್‌ಸೈಟ್ ಮೂಲಕ ಪರಿಚಯವಾದ ಆರೋಪಿ ಮದುವೆಯಾಗುವುದಾಗಿ ನಂಬಿಸಿ ಹಂತ ಹಂತವಾಗಿ ಒಟ್ಟು 36 ಲಕ್ಷ ರೂ. ವಂಚನೆ ಮಾಡಿರುವ ಆರೋಪದ ಮೇಲೆ ಬಸವನಗುಡಿ ಪೊಲೀಸರು ಎಫ್‌ಐಆರ್ ದಾಖಲಿಸಿದ್ದಾರೆ. 2022 ರಲ್ಲಿ ಮಹಿಳೆ ಜತೆಗೆ ಮೋಹನ್ ರಾಜ್ ಎಂಬಾತನ ಪರಿಚಯವಾಗಿದ್ದು, 2023 ರಲ್ಲಿ ದಂಪತಿಗೆ ಒಂದು ಹೆಣ್ಣು [594,1825,766,2040]
color-registration-left [44,2343,190,2362]
color-registration-right [1356,2343,1502,2362]
